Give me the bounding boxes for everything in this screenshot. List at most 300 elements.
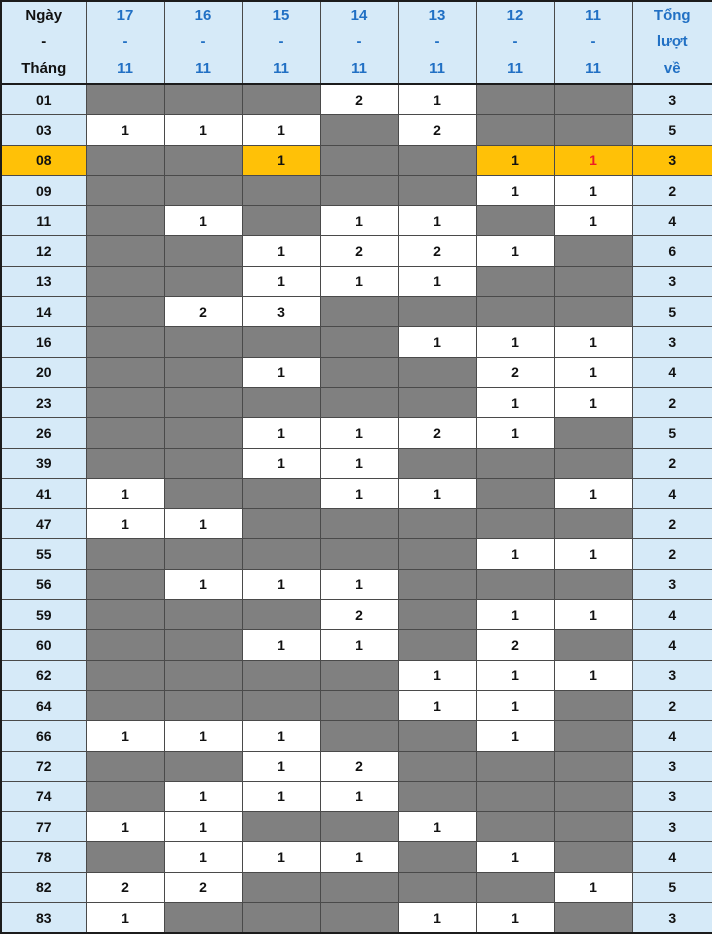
number-cell: 14 bbox=[1, 297, 86, 327]
empty-cell bbox=[476, 266, 554, 296]
empty-cell bbox=[476, 448, 554, 478]
header-cell-date-17-11[interactable] bbox=[86, 1, 164, 84]
empty-cell bbox=[476, 509, 554, 539]
header-month-label: Tháng bbox=[2, 56, 86, 82]
number-cell: 41 bbox=[1, 478, 86, 508]
table-row bbox=[1, 600, 712, 630]
empty-cell bbox=[398, 175, 476, 205]
count-cell: 1 bbox=[476, 660, 554, 690]
count-cell: 1 bbox=[320, 569, 398, 599]
count-cell: 1 bbox=[398, 903, 476, 934]
count-cell: 1 bbox=[242, 569, 320, 599]
count-cell: 1 bbox=[164, 781, 242, 811]
empty-cell bbox=[86, 145, 164, 175]
header-cell-date-11-11[interactable] bbox=[554, 1, 632, 84]
header-date-text: 11 bbox=[165, 56, 242, 82]
number-cell: 72 bbox=[1, 751, 86, 781]
empty-cell bbox=[320, 812, 398, 842]
header-separator: - bbox=[555, 29, 632, 55]
count-cell: 1 bbox=[320, 448, 398, 478]
empty-cell bbox=[86, 690, 164, 720]
count-cell: 1 bbox=[242, 357, 320, 387]
row-total-cell: 4 bbox=[632, 206, 712, 236]
header-separator: - bbox=[165, 29, 242, 55]
number-cell: 16 bbox=[1, 327, 86, 357]
empty-cell bbox=[242, 660, 320, 690]
empty-cell bbox=[398, 357, 476, 387]
empty-cell bbox=[86, 660, 164, 690]
empty-cell bbox=[398, 145, 476, 175]
row-total-cell: 4 bbox=[632, 478, 712, 508]
count-cell: 1 bbox=[476, 721, 554, 751]
table-row bbox=[1, 297, 712, 327]
header-separator: - bbox=[399, 29, 476, 55]
empty-cell bbox=[320, 539, 398, 569]
empty-cell bbox=[86, 751, 164, 781]
empty-cell bbox=[476, 872, 554, 902]
number-cell: 62 bbox=[1, 660, 86, 690]
count-cell: 1 bbox=[320, 266, 398, 296]
row-total-cell: 5 bbox=[632, 872, 712, 902]
empty-cell bbox=[164, 236, 242, 266]
empty-cell bbox=[554, 448, 632, 478]
count-cell: 1 bbox=[476, 387, 554, 417]
empty-cell bbox=[554, 842, 632, 872]
count-cell: 1 bbox=[86, 721, 164, 751]
count-cell: 1 bbox=[476, 175, 554, 205]
count-cell: 1 bbox=[242, 721, 320, 751]
count-cell: 1 bbox=[476, 600, 554, 630]
empty-cell bbox=[398, 872, 476, 902]
empty-cell bbox=[242, 812, 320, 842]
empty-cell bbox=[242, 539, 320, 569]
count-cell: 1 bbox=[86, 509, 164, 539]
table-row bbox=[1, 145, 712, 175]
count-cell: 2 bbox=[86, 872, 164, 902]
empty-cell bbox=[398, 842, 476, 872]
number-cell: 20 bbox=[1, 357, 86, 387]
row-total-cell: 3 bbox=[632, 781, 712, 811]
empty-cell bbox=[554, 630, 632, 660]
number-cell: 47 bbox=[1, 509, 86, 539]
count-cell: 1 bbox=[320, 206, 398, 236]
number-cell: 64 bbox=[1, 690, 86, 720]
table-row bbox=[1, 630, 712, 660]
empty-cell bbox=[86, 297, 164, 327]
header-cell-date-15-11[interactable] bbox=[242, 1, 320, 84]
empty-cell bbox=[242, 84, 320, 115]
table-row bbox=[1, 781, 712, 811]
empty-cell bbox=[86, 569, 164, 599]
table-row bbox=[1, 175, 712, 205]
empty-cell bbox=[554, 569, 632, 599]
count-cell: 1 bbox=[554, 600, 632, 630]
count-cell: 1 bbox=[242, 145, 320, 175]
empty-cell bbox=[398, 509, 476, 539]
empty-cell bbox=[554, 266, 632, 296]
row-total-cell: 3 bbox=[632, 660, 712, 690]
number-cell: 77 bbox=[1, 812, 86, 842]
empty-cell bbox=[164, 600, 242, 630]
empty-cell bbox=[320, 509, 398, 539]
empty-cell bbox=[164, 266, 242, 296]
total-label-line2: lượt bbox=[633, 29, 712, 55]
empty-cell bbox=[164, 539, 242, 569]
count-cell: 1 bbox=[164, 812, 242, 842]
empty-cell bbox=[320, 903, 398, 934]
empty-cell bbox=[164, 84, 242, 115]
table-row bbox=[1, 660, 712, 690]
empty-cell bbox=[242, 387, 320, 417]
empty-cell bbox=[398, 297, 476, 327]
table-row bbox=[1, 842, 712, 872]
row-total-cell: 2 bbox=[632, 175, 712, 205]
count-cell: 1 bbox=[398, 266, 476, 296]
empty-cell bbox=[164, 145, 242, 175]
number-cell: 78 bbox=[1, 842, 86, 872]
header-day-label: Ngày bbox=[2, 3, 86, 29]
row-total-cell: 3 bbox=[632, 569, 712, 599]
empty-cell bbox=[320, 115, 398, 145]
number-cell: 13 bbox=[1, 266, 86, 296]
count-cell: 1 bbox=[476, 327, 554, 357]
row-total-cell: 3 bbox=[632, 903, 712, 934]
table-row bbox=[1, 115, 712, 145]
empty-cell bbox=[554, 690, 632, 720]
empty-cell bbox=[86, 539, 164, 569]
header-cell-date-16-11[interactable] bbox=[164, 1, 242, 84]
header-date-text: 11 bbox=[555, 3, 632, 29]
count-cell: 2 bbox=[398, 418, 476, 448]
number-cell: 66 bbox=[1, 721, 86, 751]
empty-cell bbox=[476, 781, 554, 811]
header-cell-total bbox=[632, 1, 712, 84]
row-total-cell: 3 bbox=[632, 145, 712, 175]
header-date-text: 17 bbox=[87, 3, 164, 29]
empty-cell bbox=[242, 872, 320, 902]
empty-cell bbox=[554, 903, 632, 934]
empty-cell bbox=[554, 751, 632, 781]
empty-cell bbox=[164, 660, 242, 690]
empty-cell bbox=[320, 327, 398, 357]
header-date-text: 12 bbox=[477, 3, 554, 29]
empty-cell bbox=[86, 781, 164, 811]
table-row bbox=[1, 872, 712, 902]
count-cell: 1 bbox=[554, 539, 632, 569]
table-row bbox=[1, 721, 712, 751]
count-cell: 1 bbox=[242, 418, 320, 448]
count-cell: 1 bbox=[398, 84, 476, 115]
count-cell: 2 bbox=[320, 236, 398, 266]
count-cell: 2 bbox=[476, 630, 554, 660]
row-total-cell: 2 bbox=[632, 448, 712, 478]
number-cell: 55 bbox=[1, 539, 86, 569]
count-cell: 2 bbox=[398, 236, 476, 266]
empty-cell bbox=[398, 781, 476, 811]
empty-cell bbox=[242, 903, 320, 934]
header-date-text: 11 bbox=[399, 56, 476, 82]
count-cell: 1 bbox=[398, 478, 476, 508]
count-cell: 1 bbox=[164, 842, 242, 872]
empty-cell bbox=[554, 721, 632, 751]
empty-cell bbox=[86, 387, 164, 417]
table-row bbox=[1, 266, 712, 296]
count-cell: 3 bbox=[242, 297, 320, 327]
count-cell-latest: 1 bbox=[554, 145, 632, 175]
number-cell: 83 bbox=[1, 903, 86, 934]
number-cell: 03 bbox=[1, 115, 86, 145]
row-total-cell: 2 bbox=[632, 509, 712, 539]
empty-cell bbox=[476, 478, 554, 508]
header-date-text: 11 bbox=[321, 56, 398, 82]
count-cell: 1 bbox=[242, 115, 320, 145]
empty-cell bbox=[320, 145, 398, 175]
empty-cell bbox=[164, 175, 242, 205]
count-cell: 2 bbox=[164, 297, 242, 327]
empty-cell bbox=[476, 206, 554, 236]
empty-cell bbox=[86, 206, 164, 236]
row-total-cell: 4 bbox=[632, 600, 712, 630]
empty-cell bbox=[398, 751, 476, 781]
header-date-text: 16 bbox=[165, 3, 242, 29]
count-cell: 1 bbox=[554, 872, 632, 902]
empty-cell bbox=[242, 206, 320, 236]
empty-cell bbox=[554, 84, 632, 115]
row-total-cell: 3 bbox=[632, 327, 712, 357]
empty-cell bbox=[86, 357, 164, 387]
table-row bbox=[1, 84, 712, 115]
number-cell: 82 bbox=[1, 872, 86, 902]
count-cell: 2 bbox=[476, 357, 554, 387]
empty-cell bbox=[320, 175, 398, 205]
count-cell: 1 bbox=[398, 206, 476, 236]
row-total-cell: 3 bbox=[632, 751, 712, 781]
empty-cell bbox=[476, 569, 554, 599]
count-cell: 1 bbox=[398, 812, 476, 842]
table-row bbox=[1, 387, 712, 417]
header-row bbox=[1, 1, 712, 84]
count-cell: 2 bbox=[320, 84, 398, 115]
count-cell: 1 bbox=[164, 206, 242, 236]
empty-cell bbox=[554, 236, 632, 266]
count-cell: 1 bbox=[476, 145, 554, 175]
empty-cell bbox=[320, 660, 398, 690]
count-cell: 1 bbox=[476, 842, 554, 872]
empty-cell bbox=[86, 600, 164, 630]
count-cell: 2 bbox=[398, 115, 476, 145]
table-row bbox=[1, 418, 712, 448]
count-cell: 1 bbox=[242, 751, 320, 781]
table-row bbox=[1, 690, 712, 720]
count-cell: 1 bbox=[242, 448, 320, 478]
row-total-cell: 6 bbox=[632, 236, 712, 266]
count-cell: 1 bbox=[398, 660, 476, 690]
count-cell: 1 bbox=[554, 357, 632, 387]
count-cell: 1 bbox=[320, 418, 398, 448]
count-cell: 1 bbox=[476, 903, 554, 934]
count-cell: 1 bbox=[554, 175, 632, 205]
table-row bbox=[1, 236, 712, 266]
empty-cell bbox=[242, 478, 320, 508]
empty-cell bbox=[398, 539, 476, 569]
table-row bbox=[1, 539, 712, 569]
table-row bbox=[1, 448, 712, 478]
empty-cell bbox=[164, 478, 242, 508]
header-cell-date-12-11[interactable] bbox=[476, 1, 554, 84]
row-total-cell: 4 bbox=[632, 721, 712, 751]
header-date-text: 11 bbox=[555, 56, 632, 82]
number-cell: 08 bbox=[1, 145, 86, 175]
empty-cell bbox=[164, 903, 242, 934]
count-cell: 1 bbox=[476, 539, 554, 569]
count-cell: 1 bbox=[476, 690, 554, 720]
table-row bbox=[1, 812, 712, 842]
empty-cell bbox=[320, 872, 398, 902]
empty-cell bbox=[554, 781, 632, 811]
empty-cell bbox=[554, 812, 632, 842]
count-cell: 1 bbox=[164, 509, 242, 539]
count-cell: 1 bbox=[476, 418, 554, 448]
empty-cell bbox=[242, 175, 320, 205]
empty-cell bbox=[320, 690, 398, 720]
count-cell: 1 bbox=[398, 690, 476, 720]
empty-cell bbox=[398, 600, 476, 630]
count-cell: 1 bbox=[164, 721, 242, 751]
count-cell: 1 bbox=[320, 630, 398, 660]
total-label-line3: về bbox=[633, 56, 712, 82]
table-row bbox=[1, 357, 712, 387]
number-cell: 59 bbox=[1, 600, 86, 630]
table-row bbox=[1, 478, 712, 508]
count-cell: 1 bbox=[320, 478, 398, 508]
count-cell: 2 bbox=[320, 600, 398, 630]
empty-cell bbox=[320, 357, 398, 387]
header-date-text: 11 bbox=[243, 56, 320, 82]
count-cell: 1 bbox=[554, 387, 632, 417]
count-cell: 1 bbox=[320, 842, 398, 872]
row-total-cell: 5 bbox=[632, 115, 712, 145]
empty-cell bbox=[164, 751, 242, 781]
header-separator: - bbox=[2, 29, 86, 55]
empty-cell bbox=[164, 357, 242, 387]
header-date-text: 14 bbox=[321, 3, 398, 29]
count-cell: 1 bbox=[320, 781, 398, 811]
header-separator: - bbox=[477, 29, 554, 55]
number-cell: 26 bbox=[1, 418, 86, 448]
count-cell: 1 bbox=[242, 236, 320, 266]
count-cell: 1 bbox=[86, 812, 164, 842]
empty-cell bbox=[476, 751, 554, 781]
empty-cell bbox=[242, 690, 320, 720]
count-cell: 1 bbox=[242, 781, 320, 811]
number-cell: 56 bbox=[1, 569, 86, 599]
empty-cell bbox=[164, 448, 242, 478]
empty-cell bbox=[164, 387, 242, 417]
count-cell: 1 bbox=[164, 115, 242, 145]
row-total-cell: 3 bbox=[632, 812, 712, 842]
count-cell: 1 bbox=[398, 327, 476, 357]
row-total-cell: 5 bbox=[632, 297, 712, 327]
empty-cell bbox=[476, 297, 554, 327]
header-cell-date-14-11[interactable] bbox=[320, 1, 398, 84]
empty-cell bbox=[398, 448, 476, 478]
empty-cell bbox=[398, 569, 476, 599]
empty-cell bbox=[320, 721, 398, 751]
count-cell: 1 bbox=[242, 630, 320, 660]
empty-cell bbox=[320, 297, 398, 327]
empty-cell bbox=[242, 327, 320, 357]
empty-cell bbox=[476, 115, 554, 145]
count-cell: 1 bbox=[86, 115, 164, 145]
empty-cell bbox=[86, 630, 164, 660]
header-date-text: 11 bbox=[477, 56, 554, 82]
count-cell: 1 bbox=[242, 842, 320, 872]
table-row bbox=[1, 509, 712, 539]
row-total-cell: 4 bbox=[632, 630, 712, 660]
row-total-cell: 4 bbox=[632, 842, 712, 872]
row-total-cell: 2 bbox=[632, 387, 712, 417]
header-separator: - bbox=[87, 29, 164, 55]
number-cell: 60 bbox=[1, 630, 86, 660]
row-total-cell: 2 bbox=[632, 690, 712, 720]
empty-cell bbox=[320, 387, 398, 417]
empty-cell bbox=[86, 842, 164, 872]
empty-cell bbox=[554, 418, 632, 448]
table-body bbox=[1, 84, 712, 933]
row-total-cell: 4 bbox=[632, 357, 712, 387]
empty-cell bbox=[86, 448, 164, 478]
empty-cell bbox=[86, 236, 164, 266]
empty-cell bbox=[398, 630, 476, 660]
count-cell: 1 bbox=[164, 569, 242, 599]
row-total-cell: 3 bbox=[632, 266, 712, 296]
empty-cell bbox=[398, 387, 476, 417]
count-cell: 1 bbox=[554, 660, 632, 690]
empty-cell bbox=[86, 266, 164, 296]
number-cell: 01 bbox=[1, 84, 86, 115]
table-row bbox=[1, 206, 712, 236]
row-total-cell: 3 bbox=[632, 84, 712, 115]
count-cell: 2 bbox=[164, 872, 242, 902]
header-cell-day-month bbox=[1, 1, 86, 84]
empty-cell bbox=[164, 327, 242, 357]
number-cell: 39 bbox=[1, 448, 86, 478]
count-cell: 1 bbox=[554, 206, 632, 236]
count-cell: 1 bbox=[86, 903, 164, 934]
empty-cell bbox=[86, 327, 164, 357]
table-row bbox=[1, 751, 712, 781]
number-cell: 23 bbox=[1, 387, 86, 417]
header-cell-date-13-11[interactable] bbox=[398, 1, 476, 84]
total-label-line1: Tổng bbox=[633, 3, 712, 29]
number-cell: 09 bbox=[1, 175, 86, 205]
empty-cell bbox=[476, 812, 554, 842]
table-row bbox=[1, 327, 712, 357]
empty-cell bbox=[242, 509, 320, 539]
empty-cell bbox=[86, 175, 164, 205]
empty-cell bbox=[242, 600, 320, 630]
header-date-text: 11 bbox=[87, 56, 164, 82]
count-cell: 1 bbox=[554, 327, 632, 357]
header-separator: - bbox=[321, 29, 398, 55]
count-cell: 1 bbox=[554, 478, 632, 508]
header-date-text: 15 bbox=[243, 3, 320, 29]
table-row bbox=[1, 569, 712, 599]
number-cell: 11 bbox=[1, 206, 86, 236]
count-cell: 1 bbox=[242, 266, 320, 296]
count-cell: 1 bbox=[476, 236, 554, 266]
count-cell: 1 bbox=[86, 478, 164, 508]
